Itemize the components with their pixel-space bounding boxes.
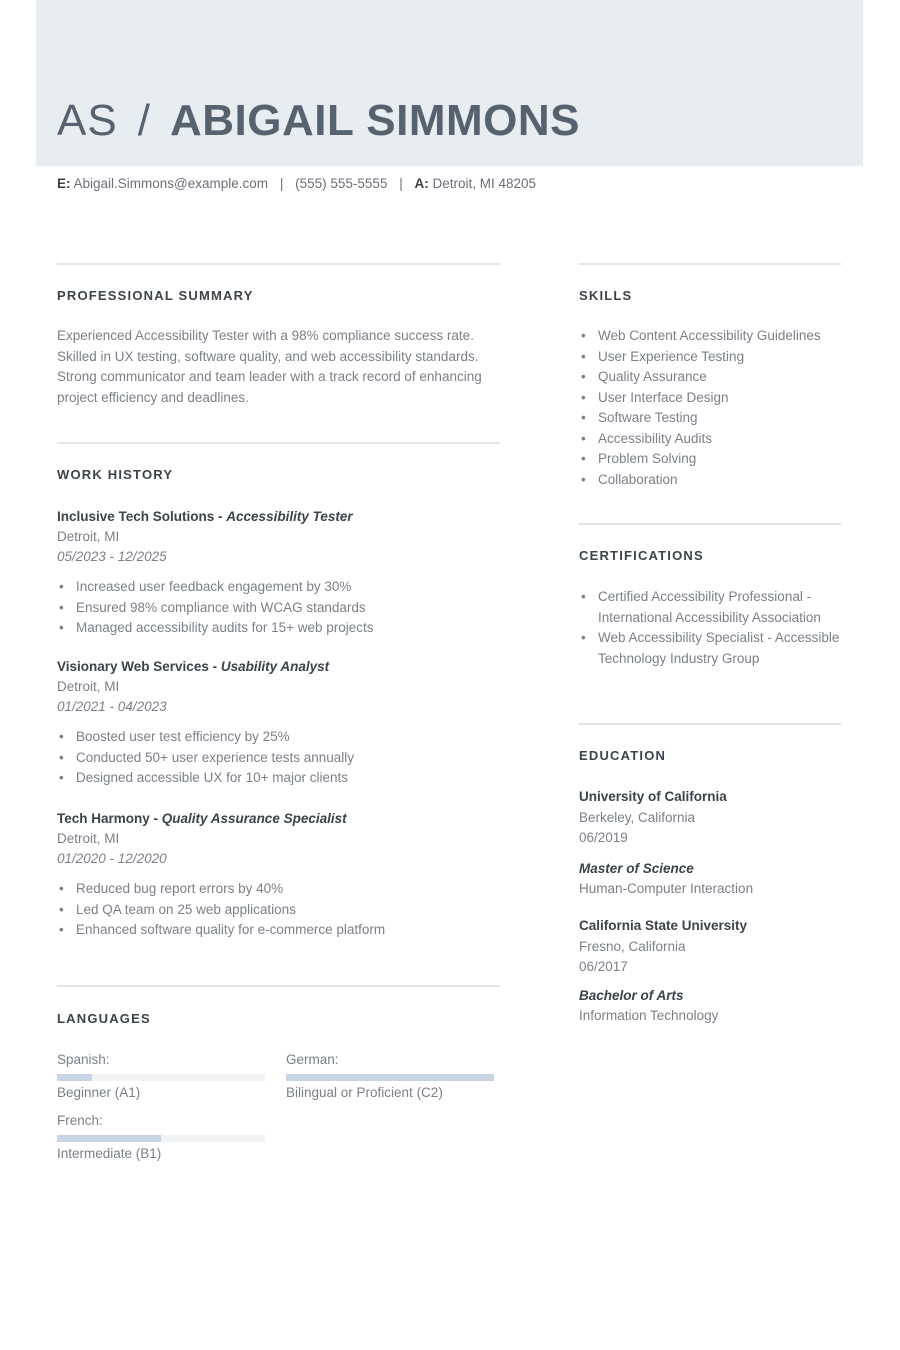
education-place: Berkeley, California [579, 809, 696, 825]
certifications-list [579, 587, 841, 669]
job-entry [57, 507, 502, 639]
skill-item: • Quality Assurance [579, 367, 841, 388]
job-bullet: • Enhanced software quality for e-commerce platform [57, 920, 502, 941]
language-item [57, 1050, 265, 1103]
education-entry [579, 916, 841, 1027]
language-level: Beginner (A1) [57, 1085, 141, 1100]
job-dates: 05/2023 - 12/2025 [57, 549, 167, 564]
education-school: University of California [579, 789, 727, 804]
phone-value[interactable]: (555) 555-5555 [295, 176, 388, 191]
language-item [57, 1111, 265, 1164]
certifications-title: CERTIFICATIONS [579, 548, 704, 563]
language-bar-fill [57, 1074, 92, 1081]
summary-text: Experienced Accessibility Tester with a 98% compliance success rate. Skilled in UX testing, software quality, and web accessibility standards. Strong communicator and team leader with a track record of enhancing project efficiency and deadlines. [57, 328, 482, 405]
job-heading [57, 809, 502, 829]
summary-title: PROFESSIONAL SUMMARY [57, 288, 254, 303]
address-label: A: [414, 176, 429, 191]
section-divider [579, 723, 841, 725]
job-bullet: • Designed accessible UX for 10+ major clients [57, 768, 502, 789]
skills-list [579, 326, 841, 490]
languages-title: LANGUAGES [57, 1011, 151, 1026]
job-dash: - [149, 811, 162, 826]
language-bar [286, 1074, 494, 1081]
education-field: Information Technology [579, 1008, 719, 1023]
language-bar-fill [286, 1074, 494, 1081]
education-degree: Master of Science [579, 860, 694, 876]
job-role: Quality Assurance Specialist [161, 811, 347, 826]
language-bar-fill [57, 1135, 161, 1142]
skill-item: • Problem Solving [579, 449, 841, 470]
language-name: French: [57, 1113, 103, 1128]
education-entry [579, 787, 841, 900]
work-history-title: WORK HISTORY [57, 467, 174, 482]
job-dates: 01/2020 - 12/2020 [57, 851, 167, 866]
job-location: Detroit, MI [57, 831, 120, 846]
name-slash: / [137, 96, 150, 145]
job-bullet: • Ensured 98% compliance with WCAG standards [57, 598, 502, 619]
job-dates: 01/2021 - 04/2023 [57, 699, 167, 714]
initials: AS [57, 96, 118, 145]
job-dash: - [208, 659, 221, 674]
job-bullet: • Conducted 50+ user experience tests annually [57, 748, 502, 769]
job-entry [57, 657, 502, 789]
section-divider [57, 985, 500, 987]
job-heading [57, 507, 502, 527]
language-level: Bilingual or Proficient (C2) [286, 1085, 443, 1100]
job-bullets [57, 577, 502, 639]
skill-item: • Accessibility Audits [579, 429, 841, 450]
education-field: Human-Computer Interaction [579, 881, 754, 896]
job-role: Usability Analyst [220, 659, 330, 674]
contact-separator: | [399, 176, 403, 191]
job-entry [57, 809, 502, 941]
section-divider [579, 263, 841, 265]
job-location: Detroit, MI [57, 529, 120, 544]
certification-item: • Certified Accessibility Professional - International Accessibility Association [579, 587, 841, 628]
email-label: E: [57, 176, 71, 191]
language-name: German: [286, 1052, 339, 1067]
education-degree: Bachelor of Arts [579, 987, 684, 1003]
education-date: 06/2017 [579, 959, 628, 974]
language-bar [57, 1074, 265, 1081]
skill-item: • Collaboration [579, 470, 841, 491]
language-name: Spanish: [57, 1052, 110, 1067]
job-dash: - [214, 509, 227, 524]
address-value: Detroit, MI 48205 [432, 176, 537, 191]
email-value[interactable]: Abigail.Simmons@example.com [73, 176, 269, 191]
job-bullet: • Managed accessibility audits for 15+ web projects [57, 618, 502, 639]
education-place: Fresno, California [579, 938, 686, 954]
job-company: Tech Harmony [57, 811, 150, 826]
job-bullets [57, 879, 502, 941]
job-role: Accessibility Tester [226, 509, 353, 524]
skill-item: • User Experience Testing [579, 347, 841, 368]
full-name: ABIGAIL SIMMONS [169, 96, 580, 145]
education-title: EDUCATION [579, 748, 667, 763]
contact-separator: | [279, 176, 284, 191]
education-date: 06/2019 [579, 830, 628, 845]
language-level: Intermediate (B1) [57, 1146, 162, 1161]
language-bar [57, 1135, 265, 1142]
name-line [57, 96, 580, 156]
education-school: California State University [579, 918, 748, 933]
job-company: Visionary Web Services [57, 659, 209, 674]
job-bullet: • Boosted user test efficiency by 25% [57, 727, 502, 748]
job-company: Inclusive Tech Solutions [57, 509, 215, 524]
job-heading [57, 657, 502, 677]
certification-item: • Web Accessibility Specialist - Accessible Technology Industry Group [579, 628, 841, 669]
job-bullet: • Increased user feedback engagement by 30% [57, 577, 502, 598]
section-divider [579, 523, 841, 525]
skills-title: SKILLS [579, 288, 633, 303]
section-divider [57, 442, 500, 444]
skill-item: • Software Testing [579, 408, 841, 429]
job-bullet: • Reduced bug report errors by 40% [57, 879, 502, 900]
contact-line [57, 176, 536, 191]
skill-item: • User Interface Design [579, 388, 841, 409]
section-divider [57, 263, 500, 265]
skill-item: • Web Content Accessibility Guidelines [579, 326, 841, 347]
job-bullets [57, 727, 502, 789]
job-location: Detroit, MI [57, 679, 120, 694]
job-bullet: • Led QA team on 25 web applications [57, 900, 502, 921]
language-item [286, 1050, 494, 1103]
